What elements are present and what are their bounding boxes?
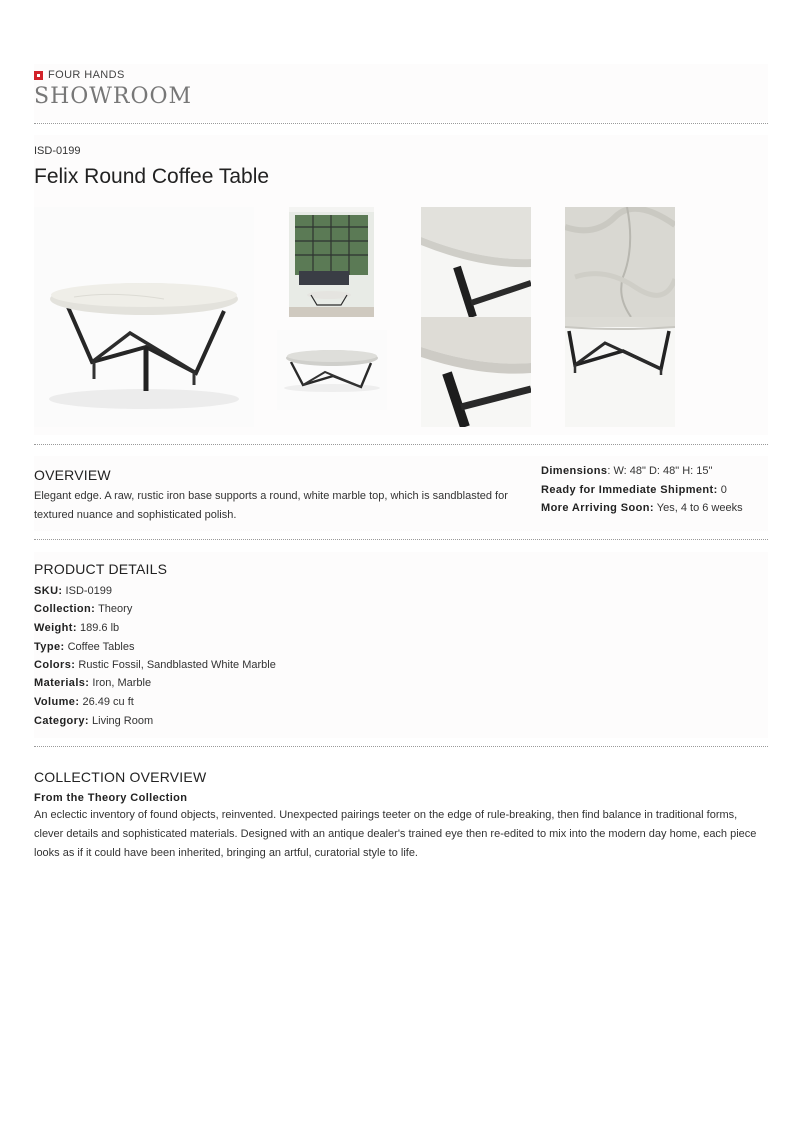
arriving-spec xyxy=(541,502,743,514)
detail-value: Living Room xyxy=(88,715,154,727)
detail-label: Category: xyxy=(34,715,89,727)
dimensions-value: : W: 48" D: 48" H: 15" xyxy=(607,465,713,477)
detail-row-collection xyxy=(34,603,132,615)
detail-row-sku xyxy=(34,585,112,597)
detail-label: Weight: xyxy=(34,622,77,634)
arriving-value: Yes, 4 to 6 weeks xyxy=(653,502,743,514)
brand-square-icon xyxy=(34,71,43,80)
detail-value: Rustic Fossil, Sandblasted White Marble xyxy=(75,659,276,671)
small-product-image[interactable] xyxy=(277,330,387,410)
divider xyxy=(34,539,768,540)
overview-heading: OVERVIEW xyxy=(34,467,111,483)
detail-row-volume xyxy=(34,696,134,708)
detail-label: Type: xyxy=(34,641,65,653)
overview-text: Elegant edge. A raw, rustic iron base supports a round, white marble top, which is sandblasted for textured nuance and sophisticated polish. xyxy=(34,490,508,521)
brand-logo xyxy=(34,69,125,81)
detail-value: ISD-0199 xyxy=(62,585,113,597)
collection-subheading: From the Theory Collection xyxy=(34,792,188,804)
detail-label: Volume: xyxy=(34,696,80,708)
collection-text: An eclectic inventory of found objects, reinvented. Unexpected pairings teeter on the edge of rule-breaking, then find balance in traditional forms, clever details and sophisticated materials. Designed with an antique dealer's trained eye then re-edited to mix into the modern day home, each piece looks as if it could have been inherited, bringing an artful, curatorial style to life. xyxy=(34,809,757,859)
detail-value: 26.49 cu ft xyxy=(79,696,134,708)
tabletop-edge-image[interactable] xyxy=(421,207,531,317)
details-band xyxy=(34,552,768,738)
brand-name: FOUR HANDS xyxy=(48,69,125,81)
dimensions-label: Dimensions xyxy=(541,465,608,477)
detail-value: Theory xyxy=(95,603,133,615)
collection-heading: COLLECTION OVERVIEW xyxy=(34,769,207,785)
main-product-image[interactable] xyxy=(34,207,254,427)
product-title: Felix Round Coffee Table xyxy=(34,165,270,188)
dimensions-spec xyxy=(541,465,712,477)
room-scene-image[interactable] xyxy=(289,207,374,317)
shipment-spec xyxy=(541,484,727,496)
detail-label: SKU: xyxy=(34,585,63,597)
base-leg-image[interactable] xyxy=(421,317,531,427)
base-frame-image[interactable] xyxy=(565,317,675,427)
detail-row-colors xyxy=(34,659,276,671)
shipment-label: Ready for Immediate Shipment: xyxy=(541,484,718,496)
detail-row-type xyxy=(34,641,134,653)
detail-row-weight xyxy=(34,622,119,634)
divider xyxy=(34,123,768,124)
marble-surface-image[interactable] xyxy=(565,207,675,317)
divider xyxy=(34,444,768,445)
details-heading: PRODUCT DETAILS xyxy=(34,561,168,577)
detail-value: Iron, Marble xyxy=(89,677,152,689)
detail-value: Coffee Tables xyxy=(64,641,135,653)
detail-row-category xyxy=(34,715,153,727)
detail-label: Collection: xyxy=(34,603,96,615)
showroom-title: SHOWROOM xyxy=(34,84,193,109)
detail-row-materials xyxy=(34,677,151,689)
divider xyxy=(34,746,768,747)
arriving-label: More Arriving Soon: xyxy=(541,502,654,514)
shipment-value: 0 xyxy=(717,484,727,496)
detail-label: Materials: xyxy=(34,677,90,689)
detail-value: 189.6 lb xyxy=(76,622,120,634)
product-sku: ISD-0199 xyxy=(34,145,81,157)
detail-label: Colors: xyxy=(34,659,76,671)
